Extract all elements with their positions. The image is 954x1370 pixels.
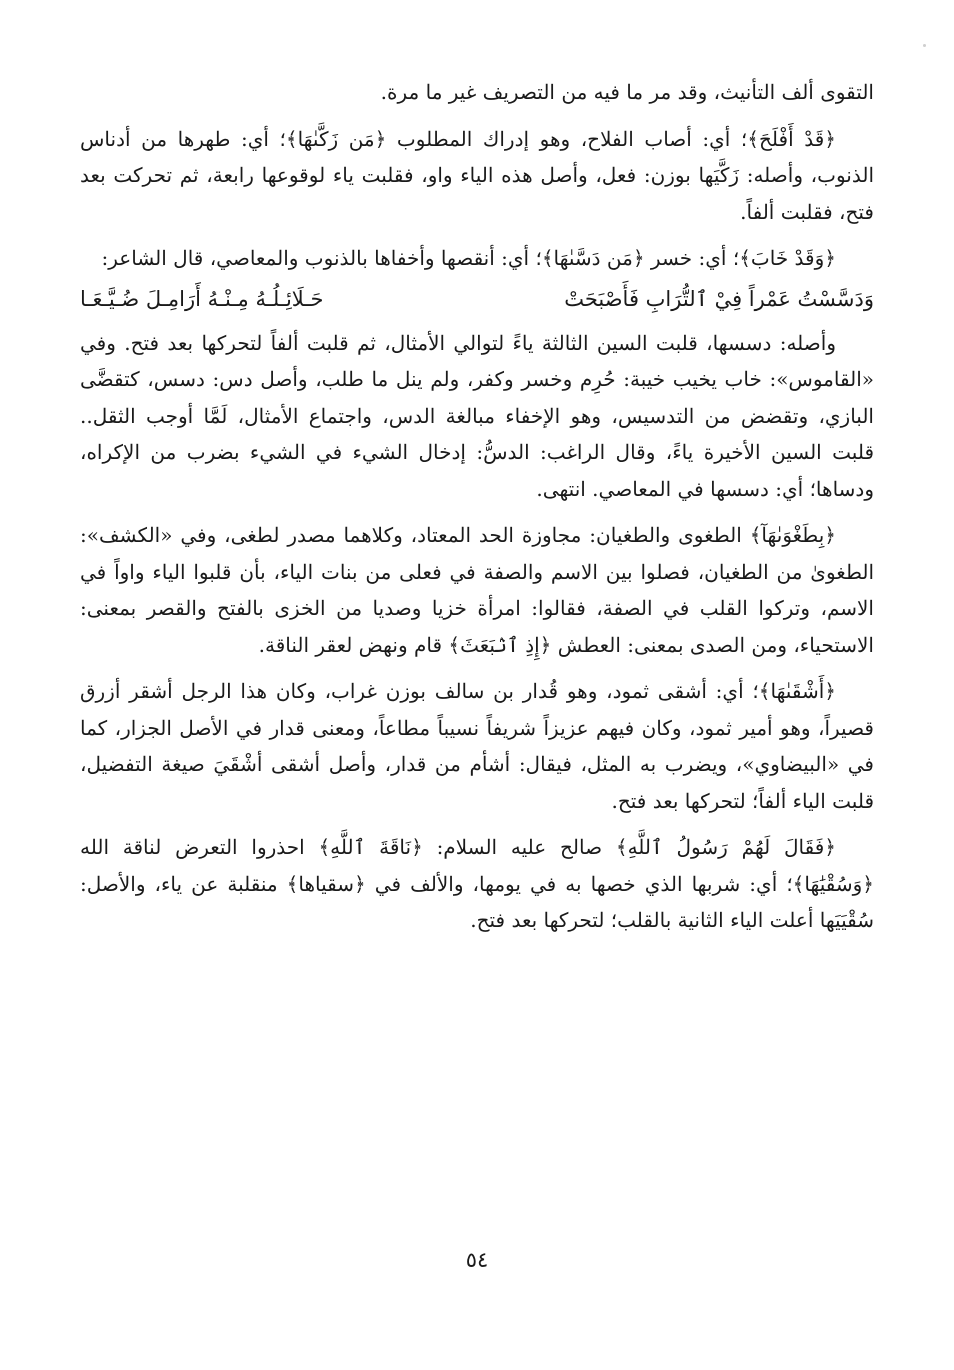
verse-first-hemistich: وَدَسَّسْتُ عَمْراً فِيْ ٱلتُّرَابِ فَأَصْبَحَتْ (564, 286, 874, 311)
paragraph-7: ﴿فَقَالَ لَهُمْ رَسُولُ ٱللَّهِ﴾ صالح عليه السلام: ﴿نَاقَةَ ٱللَّهِ﴾ احذروا التعرض لناقة الله ﴿وَسُقْيَٰهَا﴾؛ أي: شربها الذي خصها به في يومها، والألف في ﴿سقياها﴾ منقلبة عن ياء، والأصل: سُقْيَيَها أعلت الياء الثانية بالقلب؛ لتحركها بعد فتح. (80, 835, 874, 932)
paragraph-6: ﴿أَشْقَىٰهَا﴾؛ أي: أشقى ثمود، وهو قُدار بن سالف بوزن غراب، وكان هذا الرجل أشقر أزرق قصيراً، وهو أمير ثمود، وكان فيهم عزيزاً شريفاً نسيباً مطاعاً، ومعنى قدار في الأصل الجزار، كما في «البيضاوي»، ويضرب به المثل، فيقال: أشأم من قدار، وأصل أشقى أشْقَيَ صيغة التفضيل، قلبت الياء ألفاً؛ لتحركها بعد فتح. (80, 679, 874, 813)
scan-speck (923, 44, 926, 47)
paragraph-3: ﴿وَقَدْ خَابَ﴾؛ أي: خسر ﴿مَن دَسَّىٰهَا﴾؛ أي: أنقصها وأخفاها بالذنوب والمعاصي، قال الشاعر: (101, 246, 836, 270)
poetry-verse (80, 277, 874, 321)
paragraph-5: ﴿بِطَغْوَىٰهَآ﴾ الطغوى والطغيان: مجاوزة الحد المعتاد، وكلاهما مصدر لطغى، وفي «الكشف»: الطغوىٰ من الطغيان، فصلوا بين الاسم والصفة في فعلى من بنات الياء، بأن قلبوا الياء واواً في الاسم، وتركوا القلب في الصفة، فقالوا: امرأة خزيا وصديا من الخزى بالفتح والقصر بمعنى: الاستحياء، ومن الصدى بمعنى: العطش ﴿إِذِ ٱنۢبَعَثَ﴾ قام ونهض لعقر الناقة. (80, 523, 874, 657)
paragraph-2: ﴿قَدْ أَفْلَحَ﴾؛ أي: أصاب الفلاح، وهو إدراك المطلوب ﴿مَن زَكَّىٰهَا﴾؛ أي: طهرها من أدناس الذنوب، وأصله: زَكَّيَها بوزن: فعل، وأصل هذه الياء واو، فقلبت ياء لوقوعها رابعة، ثم تحركت بعد فتح، فقلبت ألفاً. (80, 126, 875, 224)
page-body (80, 74, 874, 939)
verse-second-hemistich: حَـلَائِـلُـهُ مِـنْـهُ أَرَامِـلَ ضُـيَّـعَـا (80, 286, 324, 311)
page-number: ٥٤ (465, 1248, 489, 1272)
paragraph-1: التقوى ألف التأنيث، وقد مر ما فيه من التصريف غير ما مرة. (380, 80, 874, 104)
paragraph-4: وأصله: دسسها، قلبت السين الثالثة ياءً لتوالي الأمثال، ثم قلبت ألفاً لتحركها بعد فتح. وفي «القاموس»: خاب يخيب خيبة: حُرِم وخسر وكفر، ولم ينل ما طلب، وأصل دس: دسس، كتقضَّى البازي، وتقضض من التدسيس، وهو الإخفاء مبالغة الدس، واجتماع الأمثال، لَمَّا أوجب الثقل.. قلبت السين الأخيرة ياءً، وقال الراغب: الدسُّ: إدخال الشيء في الشيء بضرب من الإكراه، ودساها؛ أي: دسسها في المعاصي. انتهى. (80, 330, 874, 501)
